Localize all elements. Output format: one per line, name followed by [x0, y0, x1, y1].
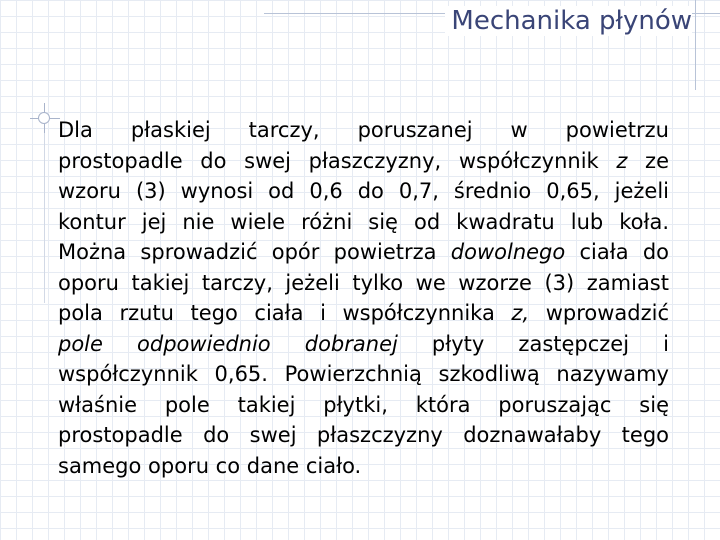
text-line	[58, 176, 669, 207]
italic-term: z	[616, 148, 628, 173]
text-span: prostopadle do swej płaszczyzny doznawałaby tego	[58, 423, 669, 447]
text-span: ze	[627, 148, 669, 173]
text-line	[58, 359, 669, 390]
italic-term: z,	[511, 301, 530, 325]
italic-term: pole odpowiednio dobranej	[58, 331, 398, 356]
text-span: oporu takiej tarczy, jeżeli tylko we wzorze (3) zamiast	[58, 270, 669, 295]
text-line	[58, 298, 669, 329]
text-line	[58, 329, 669, 360]
text-line	[58, 420, 669, 451]
text-line	[58, 268, 669, 299]
text-span: Dla płaskiej tarczy, poruszanej w powietrzu	[58, 118, 669, 142]
text-span: wprowadzić	[529, 301, 669, 325]
bullet-circle-icon	[38, 112, 50, 124]
text-span: kontur jej nie wiele różni się od kwadratu lub koła.	[58, 209, 669, 234]
text-line	[58, 207, 669, 238]
text-span: wzoru (3) wynosi od 0,6 do 0,7, średnio 0,65, jeżeli	[58, 179, 669, 203]
text-span: płyty zastępczej i	[397, 331, 669, 356]
text-span: prostopadle do swej płaszczyzny, współczynnik	[58, 148, 617, 173]
text-line	[58, 390, 669, 421]
text-line	[58, 146, 669, 177]
text-span: właśnie pole takiej płytki, która poruszając się	[58, 392, 669, 417]
text-span: współczynnik 0,65. Powierzchnią szkodliwą nazywamy	[58, 362, 669, 386]
right-rule	[695, 0, 696, 90]
body-paragraph	[58, 115, 669, 481]
text-span: samego oporu co dane ciało.	[58, 453, 362, 478]
text-line	[58, 451, 669, 482]
text-span: pola rzutu tego ciała i współczynnika	[58, 301, 512, 325]
text-line	[58, 115, 669, 146]
left-rule	[44, 133, 45, 303]
text-span: Można sprowadzić opór powietrza	[58, 240, 451, 264]
slide-title: Mechanika płynów	[445, 6, 692, 36]
italic-term: dowolnego	[450, 240, 566, 264]
text-span: ciała do	[565, 240, 669, 264]
text-line	[58, 237, 669, 268]
